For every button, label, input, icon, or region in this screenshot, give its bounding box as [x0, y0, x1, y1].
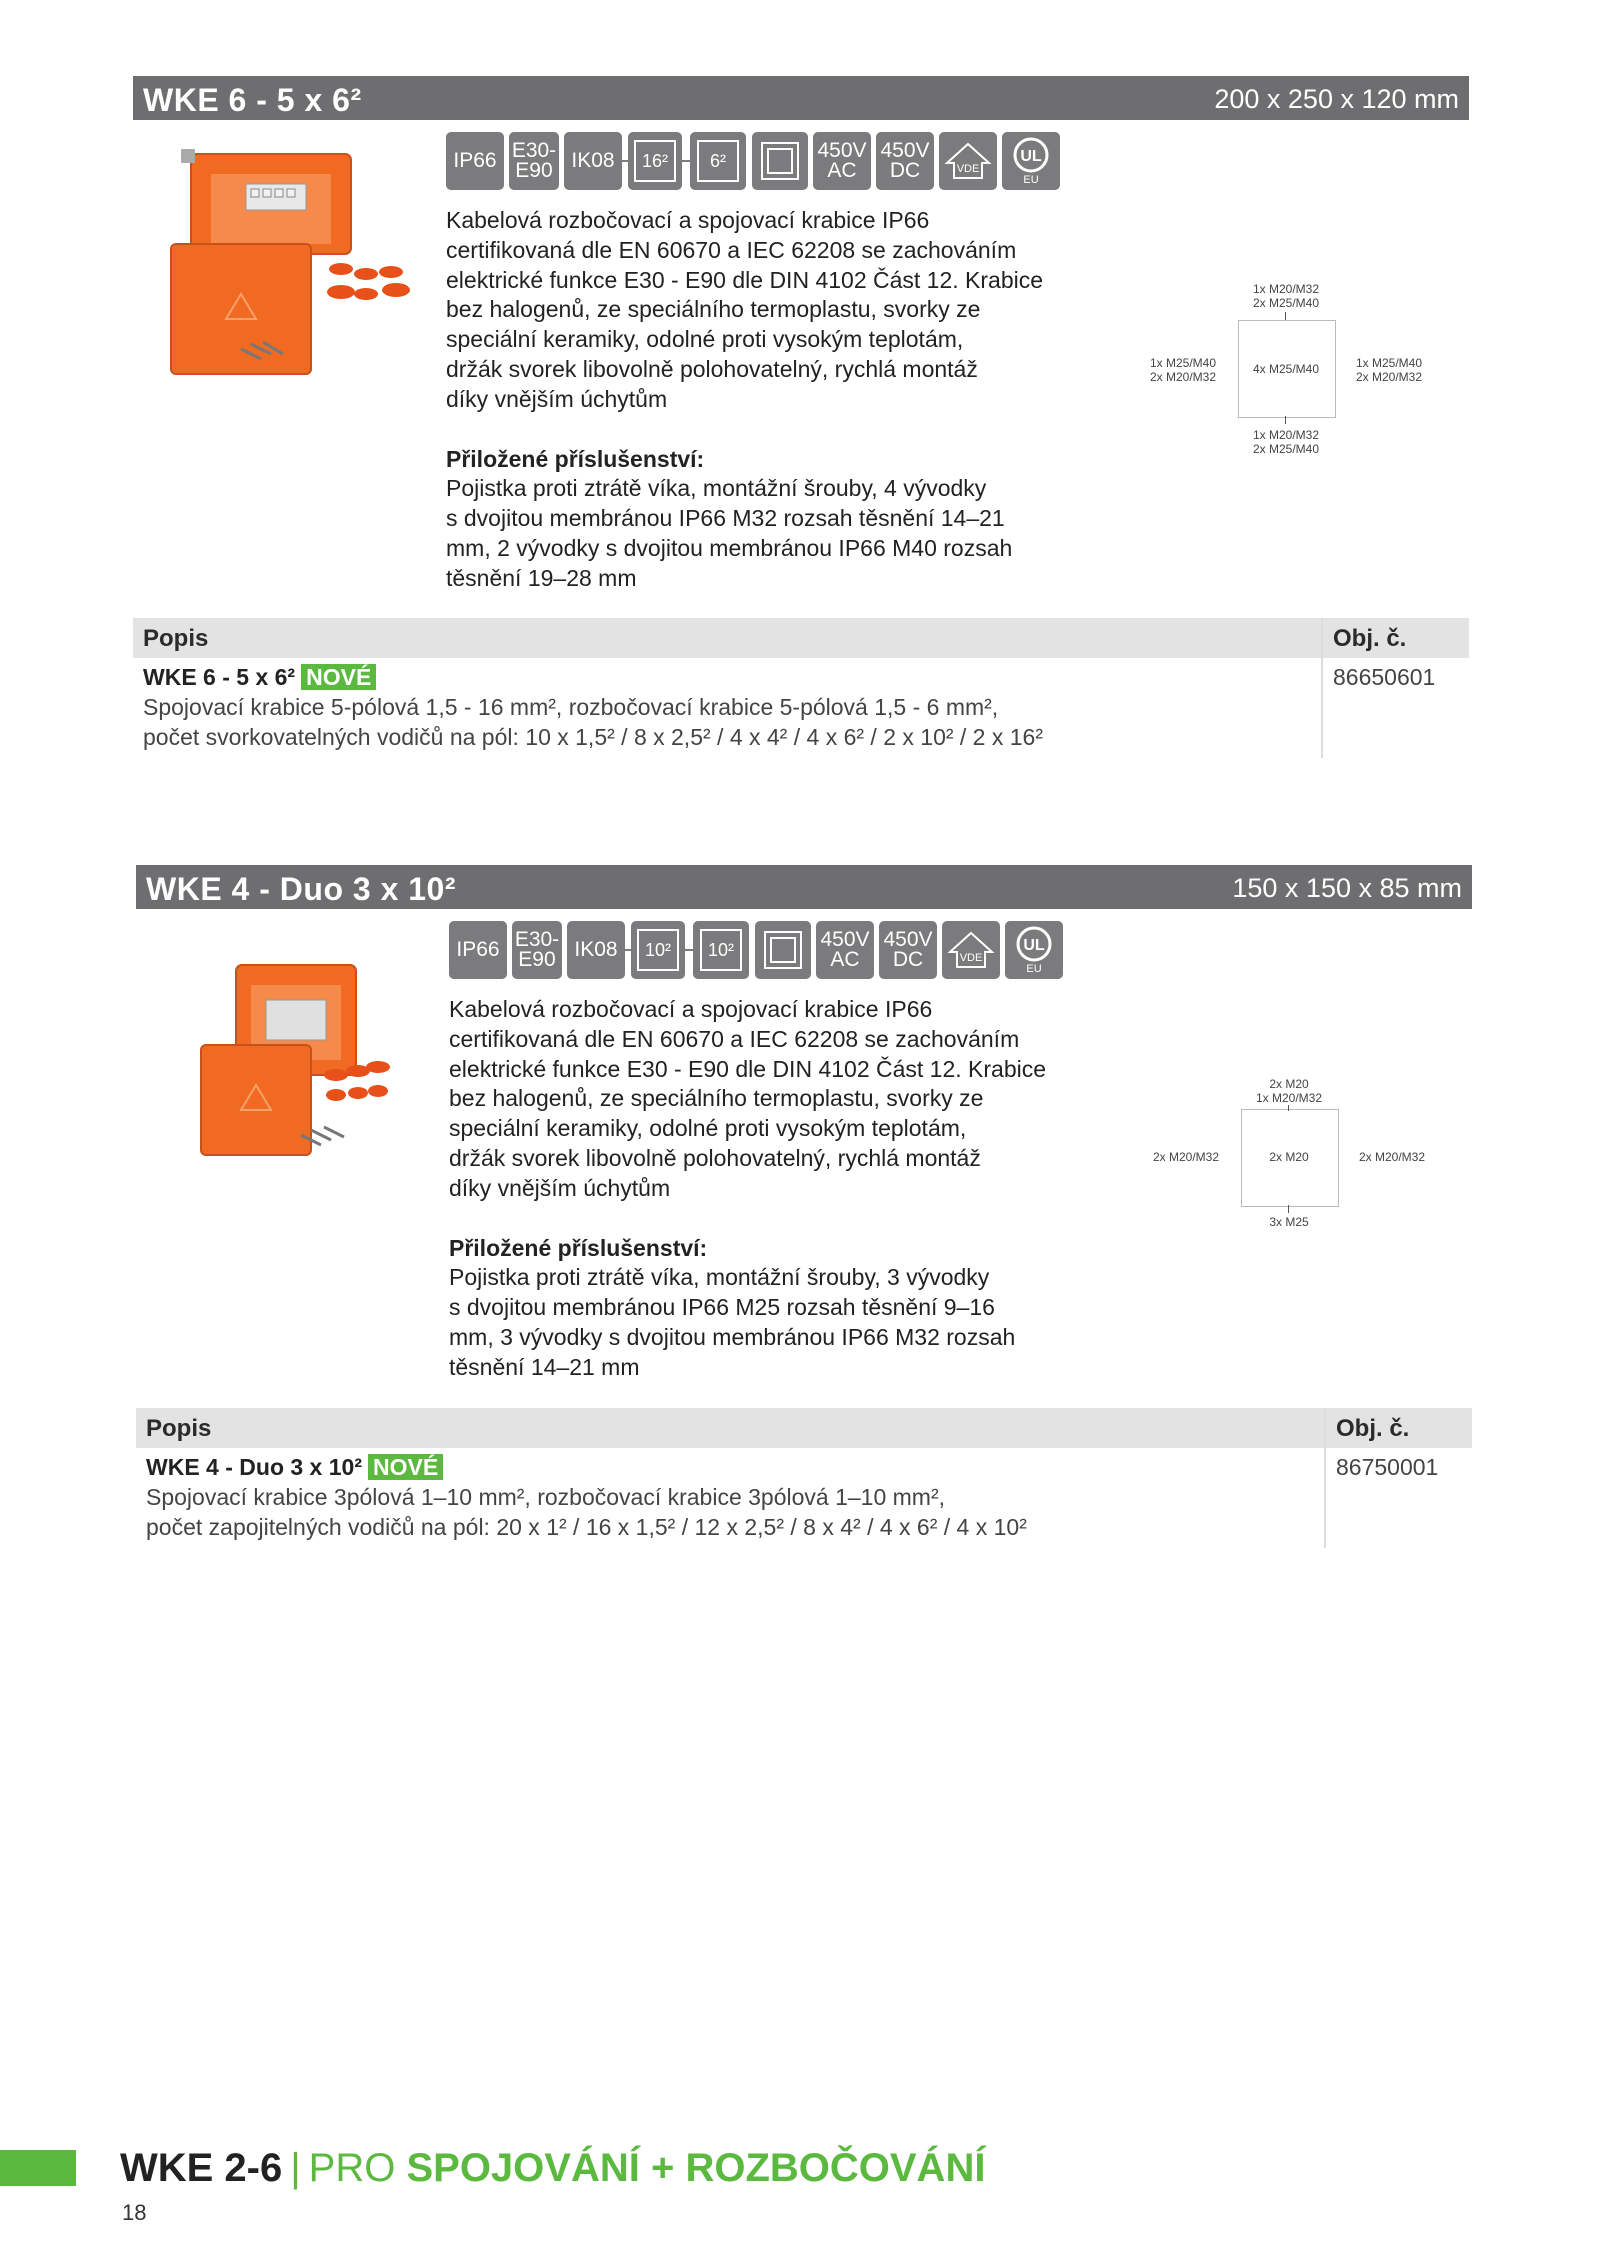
- voltage-dc-icon: 450V DC: [879, 921, 937, 979]
- section-header: [133, 76, 1469, 120]
- table-row: WKE 4 - Duo 3 x 10² NOVÉ Spojovací krabice 3pólová 1–10 mm², rozbočovací krabice 3pólová 1–10 mm², počet zapojitelných vodičů na pól: 20 x 1² / 16 x 1,5² / 12 x 2,5² / 8 x 4² / 4 x 6² / 4 x 10²: [146, 1454, 1027, 1540]
- order-number: 86750001: [1336, 1454, 1439, 1480]
- section-title: WKE 6 - 5 x 6²: [143, 82, 362, 118]
- product-section-wke4: [136, 865, 1472, 1545]
- wire-10-icon: 10²: [693, 921, 749, 979]
- wire-6-icon: 6²: [690, 132, 746, 190]
- product-section-wke6: [133, 76, 1469, 756]
- svg-text:VDE: VDE: [959, 952, 983, 964]
- voltage-dc-icon: 450V DC: [876, 132, 934, 190]
- ip66-icon: IP66: [449, 921, 507, 979]
- wire-10-icon: 10²: [631, 921, 685, 979]
- svg-text:UL: UL: [1020, 148, 1042, 165]
- insulation-square-icon: [752, 132, 808, 190]
- footer-title: WKE 2-6 | PRO SPOJOVÁNÍ + ROZBOČOVÁNÍ: [120, 2146, 986, 2190]
- ik08-icon: IK08: [564, 132, 622, 190]
- order-table: [133, 618, 1469, 758]
- cable-entry-diagram: 2x M20 1x M20/M32 2x M20/M32 2x M20 2x M20/M32 3x M25: [1152, 1077, 1426, 1229]
- ik08-icon: IK08: [567, 921, 625, 979]
- product-photo: [151, 144, 441, 404]
- wire-16-icon: 16²: [628, 132, 682, 190]
- svg-text:VDE: VDE: [956, 163, 980, 175]
- accessories-title: Přiložené příslušenství:: [446, 445, 705, 472]
- voltage-ac-icon: 450V AC: [813, 132, 871, 190]
- vde-icon: [939, 132, 997, 190]
- ul-eu-icon: UL EU: [1002, 132, 1060, 190]
- order-table: [136, 1408, 1472, 1548]
- accessories-title: Přiložené příslušenství:: [449, 1234, 708, 1261]
- insulation-square-icon: [755, 921, 811, 979]
- table-row: WKE 6 - 5 x 6² NOVÉ Spojovací krabice 5-pólová 1,5 - 16 mm², rozbočovací krabice 5-pólová 1,5 - 6 mm², počet svorkovatelných vodičů na pól: 10 x 1,5² / 8 x 2,5² / 4 x 4² / 4 x 6² / 2 x 10² / 2 x 16²: [143, 664, 1043, 750]
- section-title: WKE 4 - Duo 3 x 10²: [146, 871, 456, 907]
- ip66-icon: IP66: [446, 132, 504, 190]
- product-description: Kabelová rozbočovací a spojovací krabice IP66 certifikovaná dle EN 60670 a IEC 62208 se zachováním elektrické funkce E30 - E90 dle DIN 4102 Část 12. Krabice bez halogenů, ze speciálního termoplastu, svorky ze speciální keramiky, odolné proti vysokým teplotám, držák svorek libovolně polohovatelný, rychlá montáž díky vnějším úchytům Přiložené příslušenství: Pojistka proti ztrátě víka, montážní šrouby, 4 vývodky s dvojitou membránou IP66 M32 rozsah těsnění 14–21 mm, 2 vývodky s dvojitou membránou IP66 M40 rozsah těsnění 19–28 mm: [446, 206, 1106, 594]
- e30-e90-icon: E30- E90: [509, 132, 559, 190]
- ul-eu-icon: UL EU: [1005, 921, 1063, 979]
- cable-entry-diagram: 1x M20/M32 2x M25/M40 1x M25/M40 2x M20/M32 4x M25/M40 1x M25/M40 2x M20/M32 1x M20/M32 2x M25/M40: [1149, 282, 1423, 456]
- section-dimensions: 150 x 150 x 85 mm: [1232, 873, 1462, 903]
- voltage-ac-icon: 450V AC: [816, 921, 874, 979]
- e30-e90-icon: E30- E90: [512, 921, 562, 979]
- svg-text:UL: UL: [1023, 937, 1045, 954]
- order-number: 86650601: [1333, 664, 1436, 690]
- table-header: Popis Obj. č.: [136, 1408, 1472, 1448]
- table-header: Popis Obj. č.: [133, 618, 1469, 658]
- product-photo: [196, 955, 436, 1185]
- new-badge: NOVÉ: [368, 1454, 443, 1480]
- new-badge: NOVÉ: [301, 664, 376, 690]
- section-header: [136, 865, 1472, 909]
- vde-icon: [942, 921, 1000, 979]
- product-description: Kabelová rozbočovací a spojovací krabice IP66 certifikovaná dle EN 60670 a IEC 62208 se zachováním elektrické funkce E30 - E90 dle DIN 4102 Část 12. Krabice bez halogenů, ze speciálního termoplastu, svorky ze speciální keramiky, odolné proti vysokým teplotám, držák svorek libovolně polohovatelný, rychlá montáž díky vnějším úchytům Přiložené příslušenství: Pojistka proti ztrátě víka, montážní šrouby, 3 vývodky s dvojitou membránou IP66 M25 rozsah těsnění 9–16 mm, 3 vývodky s dvojitou membránou IP66 M32 rozsah těsnění 14–21 mm: [449, 995, 1109, 1383]
- section-dimensions: 200 x 250 x 120 mm: [1214, 84, 1459, 114]
- footer-accent-bar: [0, 2150, 76, 2186]
- page-number: 18: [122, 2200, 147, 2225]
